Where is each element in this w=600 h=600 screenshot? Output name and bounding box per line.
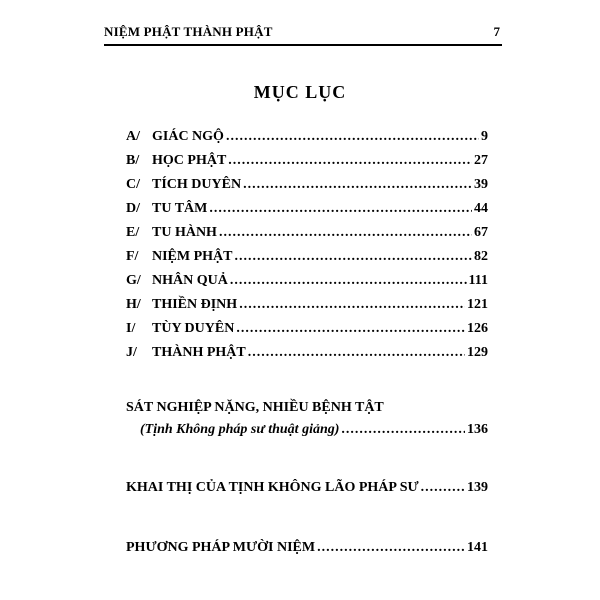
toc-entry-letter: D/ (126, 201, 140, 216)
toc-entry (126, 321, 488, 345)
section-title-line (126, 480, 488, 502)
toc-entry (126, 153, 488, 177)
toc-entry-page: 67 (474, 225, 488, 240)
toc-entry-title: THIỀN ĐỊNH (152, 297, 238, 312)
toc-heading: MỤC LỤC (253, 82, 347, 102)
toc-entry-title: TU HÀNH (152, 225, 217, 240)
section-subtitle: Tịnh Không pháp sư thuật giảng (144, 422, 335, 437)
toc-entry-page: 44 (474, 201, 488, 216)
section-title: KHAI THỊ CỦA TỊNH KHÔNG LÃO PHÁP SƯ (126, 480, 419, 495)
toc-entry-letter: E/ (126, 225, 140, 240)
leader-dots (341, 422, 465, 438)
toc-entry-letter: I/ (126, 321, 136, 336)
toc-entry-page: 82 (474, 249, 488, 264)
toc-entry-page: 129 (467, 345, 488, 360)
toc-entry-title: HỌC PHẬT (152, 153, 227, 168)
toc-entry-letter: F/ (126, 249, 139, 264)
page-number: 7 (493, 24, 500, 39)
subtitle-close-paren: ) (334, 422, 340, 437)
toc-entry-title: THÀNH PHẬT (152, 345, 246, 360)
toc-entry-page: 111 (468, 273, 488, 288)
leader-dots (209, 201, 472, 217)
toc-entry (126, 225, 488, 249)
toc-entry-title: NHÂN QUẢ (152, 273, 228, 288)
section-title-line (126, 400, 488, 422)
leader-dots (239, 297, 465, 313)
leader-dots (230, 273, 467, 289)
section-title: SÁT NGHIỆP NẶNG, NHIỀU BỆNH TẬT (126, 400, 384, 415)
toc-entry (126, 297, 488, 321)
toc-entry-letter: B/ (126, 153, 140, 168)
toc-entry-letter: J/ (126, 345, 137, 360)
toc-entry-letter: C/ (126, 177, 140, 192)
leader-dots (235, 249, 473, 265)
running-header (104, 22, 502, 46)
book-title: NIỆM PHẬT THÀNH PHẬT (104, 24, 273, 39)
toc-entry-page: 121 (467, 297, 488, 312)
subtitle-open-paren: ( (140, 422, 145, 437)
toc-entry-page: 126 (467, 321, 488, 336)
leader-dots (248, 345, 465, 361)
section-title: PHƯƠNG PHÁP MƯỜI NIỆM (126, 540, 316, 555)
section-page: 139 (467, 480, 488, 495)
toc-entry-page: 39 (474, 177, 488, 192)
toc-entry (126, 345, 488, 369)
section-title-line (126, 540, 488, 562)
toc-list (126, 129, 488, 369)
toc-entry (126, 273, 488, 297)
leader-dots (236, 321, 465, 337)
leader-dots (421, 480, 465, 496)
section-page: 141 (467, 540, 488, 555)
leader-dots (226, 129, 479, 145)
toc-section-phuong-phap (126, 540, 488, 562)
toc-entry-title: NIỆM PHẬT (152, 249, 233, 264)
toc-entry-title: TÍCH DUYÊN (152, 177, 242, 192)
toc-entry-page: 9 (481, 129, 488, 144)
toc-entry-letter: H/ (126, 297, 141, 312)
toc-entry-letter: G/ (126, 273, 141, 288)
toc-section-sat-nghiep (126, 400, 488, 444)
section-page: 136 (467, 422, 488, 437)
toc-section-khai-thi (126, 480, 488, 502)
leader-dots (219, 225, 472, 241)
section-subtitle-line (126, 422, 488, 444)
toc-entry-title: TÙY DUYÊN (152, 321, 235, 336)
toc-entry-title: TU TÂM (152, 201, 208, 216)
toc-entry (126, 201, 488, 225)
toc-entry (126, 249, 488, 273)
leader-dots (228, 153, 472, 169)
leader-dots (243, 177, 472, 193)
toc-entry (126, 129, 488, 153)
toc-entry-letter: A/ (126, 129, 140, 144)
toc-entry-title: GIÁC NGỘ (152, 129, 224, 144)
toc-entry (126, 177, 488, 201)
toc-entry-page: 27 (474, 153, 488, 168)
leader-dots (317, 540, 465, 556)
